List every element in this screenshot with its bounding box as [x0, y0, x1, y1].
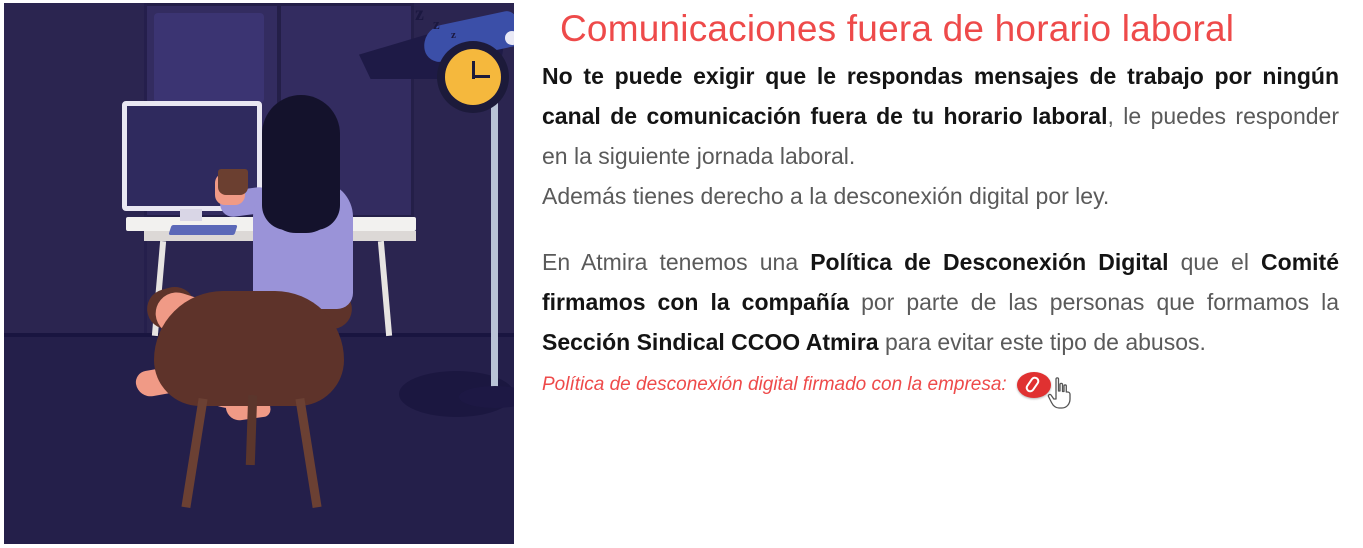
keyboard-icon — [168, 225, 237, 235]
paragraph-3-run-3: que el — [1168, 249, 1262, 275]
sleep-z-icon-2: z — [433, 17, 440, 33]
person-hair-lower — [266, 173, 336, 233]
paragraph-1-plain-run: , le puedes responder en la siguiente jornada laboral. — [542, 103, 1339, 169]
footnote-label: Política de desconexión digital firmado con la empresa: — [542, 374, 1007, 395]
chair-seat — [154, 291, 344, 406]
content-column — [514, 0, 1363, 548]
paragraph-3-run-5: por parte de las personas que formamos la — [849, 289, 1340, 315]
paragraph-3-run-2: Política de Desconexión Digital — [810, 249, 1169, 275]
paragraph-3 — [542, 242, 1347, 362]
paragraph-3-run-4: Comité firmamos con la compañía — [542, 249, 1339, 315]
paragraph-spacer — [542, 216, 1347, 242]
nightcap-pompom — [505, 31, 514, 45]
paragraph-1 — [542, 56, 1347, 176]
hand-pointer-icon — [1045, 376, 1075, 410]
sleep-z-icon-3: z — [451, 29, 456, 41]
paragraph-3-run-1: En Atmira tenemos una — [542, 249, 811, 275]
sleep-z-icon-1: z — [415, 3, 424, 25]
window-glow — [154, 13, 264, 103]
paragraph-3-run-7: para evitar este tipo de abusos. — [878, 329, 1206, 355]
desk-leg-right — [378, 241, 392, 336]
illustration-woman-at-desk — [4, 3, 514, 544]
paragraph-2 — [542, 176, 1347, 216]
paragraph-2-plain-run: Además tienes derecho a la desconexión digital por ley. — [542, 183, 1110, 209]
coffee-mug-icon — [218, 169, 248, 195]
footnote — [542, 368, 1347, 402]
lamp-pole — [491, 58, 498, 398]
clock-hand-hour — [472, 75, 490, 78]
page-title: Comunicaciones fuera de horario laboral — [560, 8, 1235, 49]
monitor-stand — [180, 209, 202, 221]
paragraph-1-bold-run: No te puede exigir que le respondas mensajes de trabajo por ningún canal de comunicación fuera de tu horario laboral — [542, 63, 1339, 129]
paragraph-3-run-6: Sección Sindical CCOO Atmira — [542, 329, 879, 355]
